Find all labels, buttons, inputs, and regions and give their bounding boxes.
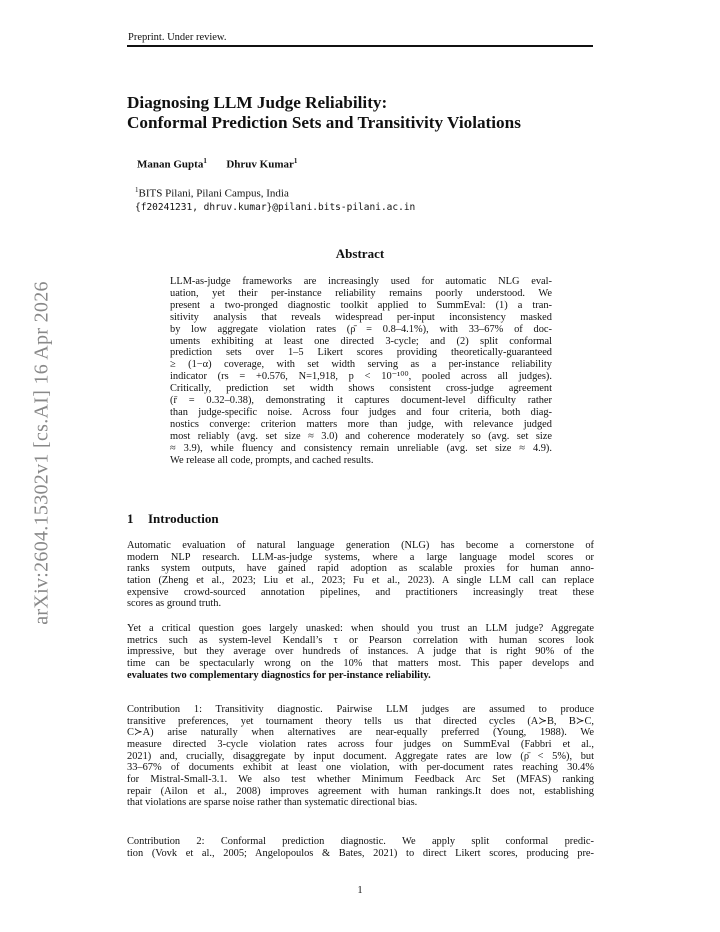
abstract-body: [170, 276, 552, 467]
author-name: Dhruv Kumar: [226, 158, 294, 171]
text-line: modern NLP research. LLM-as-judge systems, where a large language model scores or: [127, 551, 594, 563]
title-line-2: Conformal Prediction Sets and Transitivity Violations: [127, 113, 521, 132]
author-affil-mark: 1: [203, 157, 207, 165]
text-line: tation (Zheng et al., 2023; Liu et al., 2023; Fu et al., 2023). A single LLM call can replace: [127, 574, 594, 586]
author-list: [137, 157, 297, 171]
abstract-line: than judge-specific noise. Across four judges and four criteria, both diag-: [170, 406, 552, 418]
header-rule: [127, 45, 593, 47]
text-line: measure directed 3-cycle violation rates across four judges on SummEval (Fabbri et al.,: [127, 738, 594, 750]
text-line: scores as ground truth.: [127, 598, 222, 610]
text-line: for Mistral-Small-3.1. We also test whether Minimum Feedback Arc Set (MFAS) ranking: [127, 773, 594, 785]
abstract-line: ≈ 3.9), while fluency and consistency remain unreliable (avg. set size ≈ 4.9).: [170, 442, 552, 454]
running-header: Preprint. Under review.: [128, 32, 227, 43]
text-line: repair (Ailon et al., 2008) improves agreement with human rankings.It does not, establishing: [127, 785, 594, 797]
author-emails[interactable]: {f20241231, dhruv.kumar}@pilani.bits-pilani.ac.in: [135, 201, 416, 213]
abstract-line: ≥ (1−α) coverage, with set width serving as a per-instance reliability: [170, 359, 552, 371]
text-line: Contribution 2: Conformal prediction diagnostic. We apply split conformal predic-: [127, 836, 594, 847]
abstract-line: present a two-pronged diagnostic toolkit applied to SummEval: (1) a tran-: [170, 299, 552, 311]
paper-title: [127, 93, 597, 133]
text-line: time can be spectacularly wrong on the 10% that matters most. This paper develops and: [127, 657, 594, 669]
abstract-line: We release all code, prompts, and cached results.: [170, 454, 374, 466]
text-line: 2021) and, crucially, disaggregate by input document. Aggregate rates are low (ρ̄ < 5%), but: [127, 750, 594, 762]
abstract-line: by low aggregate violation rates (ρ̄ = 0.8–4.1%), with 33–67% of doc-: [170, 323, 552, 335]
intro-paragraph-3: [127, 704, 594, 809]
text-line: impressive, but they average over hundreds of instances. A judge that is right 90% of the: [127, 646, 594, 658]
text-line: 33–67% of documents exhibit at least one violation, with per-document rates reaching 30.4%: [127, 762, 594, 774]
text-line: tion (Vovk et al., 2005; Angelopoulos & Bates, 2021) to direct Likert scores, producing pre-: [127, 847, 594, 859]
title-line-1: Diagnosing LLM Judge Reliability:: [127, 93, 388, 112]
text-line: expensive crowd-sourced annotation pipelines, and practitioners increasingly treat these: [127, 586, 594, 598]
affiliation-text: BITS Pilani, Pilani Campus, India: [138, 187, 289, 200]
text-line: transitive preferences, yet tournament theory tells us that directed cycles (A≻B, B≻C,: [127, 715, 594, 727]
abstract-line: most reliably (avg. set size ≈ 3.0) and coherence moderately so (avg. set size: [170, 430, 552, 442]
arxiv-identifier: arXiv:2604.15302v1 [cs.AI] 16 Apr 2026: [30, 281, 53, 625]
abstract-line: nostics converge: criterion matters more than judge, with relevance judged: [170, 418, 552, 430]
abstract-line: (r̄ = 0.32–0.38), demonstrating it captures document-level difficulty rather: [170, 395, 552, 407]
intro-paragraph-1: [127, 540, 594, 610]
text-line: Yet a critical question goes largely unasked: when should you trust an LLM judge? Aggregate: [127, 623, 594, 634]
abstract-line: LLM-as-judge frameworks are increasingly used for automatic NLG eval-: [170, 276, 552, 287]
section-number: 1: [127, 511, 134, 526]
section-heading: [127, 511, 219, 527]
author-affil-mark: 1: [293, 157, 298, 165]
page-number: 1: [357, 885, 363, 896]
author-name: Manan Gupta: [137, 158, 204, 171]
text-line: evaluates two complementary diagnostics for per-instance reliability.: [127, 669, 431, 681]
intro-paragraph-4: [127, 836, 594, 859]
intro-paragraph-2: [127, 623, 594, 681]
section-title: Introduction: [148, 511, 219, 526]
text-line: C≻A) arise naturally when alternatives are near-equally preferred (Young, 1988). We: [127, 727, 594, 739]
text-line: that violations are sparse noise rather than systematic directional bias.: [127, 797, 418, 809]
affil-mark: 1: [135, 186, 139, 194]
text-line: ranks system outputs, have gained rapid adoption as scalable proxies for human anno-: [127, 563, 594, 575]
abstract-line: uments exhibiting at least one directed 3-cycle; and (2) split conformal: [170, 335, 552, 347]
abstract-line: sitivity analysis that reveals widespread per-input inconsistency masked: [170, 311, 552, 323]
abstract-heading: Abstract: [335, 246, 385, 261]
text-line: metrics such as system-level Kendall’s τ or Pearson correlation with human scores look: [127, 634, 594, 646]
abstract-line: prediction sets over 1–5 Likert scores providing theoretically-guaranteed: [170, 347, 552, 359]
abstract-line: indicator (rs = +0.576, N=1,918, p < 10⁻¹⁰⁰, pooled across all judges).: [170, 371, 552, 383]
text-line: Automatic evaluation of natural language generation (NLG) has become a cornerstone of: [127, 540, 594, 551]
affiliation-block: [135, 184, 415, 214]
abstract-line: uation, yet their per-instance reliability remains poorly understood. We: [170, 287, 552, 299]
abstract-line: Critically, prediction set width shows consistent cross-judge agreement: [170, 383, 552, 395]
text-line: Contribution 1: Transitivity diagnostic. Pairwise LLM judges are assumed to produce: [127, 704, 594, 715]
